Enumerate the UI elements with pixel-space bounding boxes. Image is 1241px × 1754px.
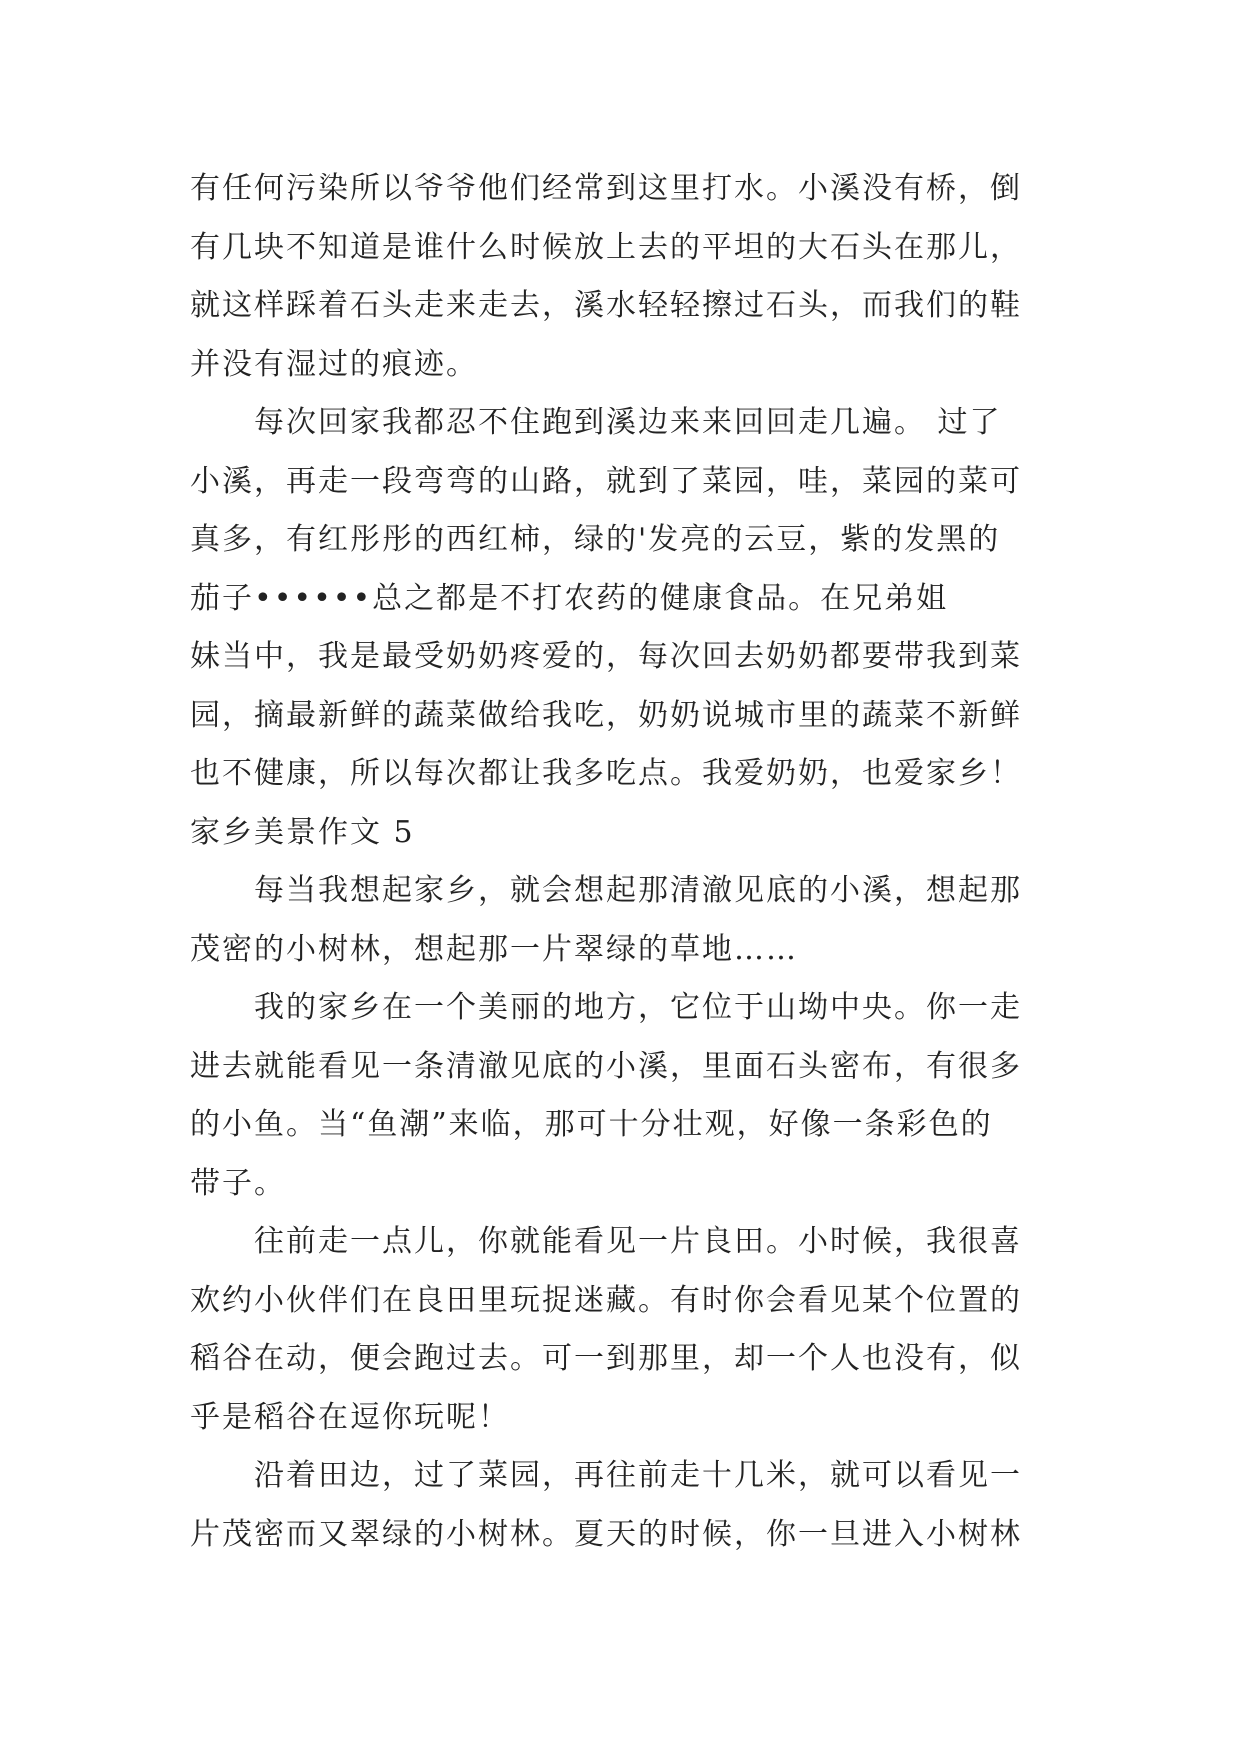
document-body [190, 160, 1050, 1564]
text-line: 乎是稻谷在逗你玩呢！ [190, 1399, 510, 1435]
text-line: 我的家乡在一个美丽的地方，它位于山坳中央。你一走 [254, 990, 1022, 1025]
text-line: 就这样踩着石头走来走去，溪水轻轻擦过石头，而我们的鞋 [190, 288, 1022, 323]
text-line: 每次回家我都忍不住跑到溪边来来回回走几遍。 过了 [254, 405, 1002, 440]
text-line: 茄子••••••总之都是不打农药的健康食品。在兄弟姐 [190, 580, 949, 616]
text-line: 带子。 [190, 1165, 286, 1201]
text-line: 稻谷在动，便会跑过去。可一到那里，却一个人也没有，似 [190, 1341, 1022, 1376]
text-line: 片茂密而又翠绿的小树林。夏天的时候，你一旦进入小树林 [190, 1516, 1022, 1552]
text-line: 往前走一点儿，你就能看见一片良田。小时候，我很喜 [254, 1224, 1022, 1259]
text-line: 欢约小伙伴们在良田里玩捉迷藏。有时你会看见某个位置的 [190, 1282, 1022, 1318]
text-line: 每当我想起家乡，就会想起那清澈见底的小溪，想起那 [254, 873, 1022, 908]
text-line: 家乡美景作文 5 [190, 814, 415, 850]
text-line: 妹当中，我是最受奶奶疼爱的，每次回去奶奶都要带我到菜 [190, 639, 1022, 674]
text-line: 茂密的小树林，想起那一片翠绿的草地…… [190, 931, 798, 967]
text-line: 有几块不知道是谁什么时候放上去的平坦的大石头在那儿， [190, 229, 1022, 265]
text-line: 真多，有红彤彤的西红柿，绿的'发亮的云豆，紫的发黑的 [190, 522, 1001, 557]
text-line: 小溪，再走一段弯弯的山路，就到了菜园，哇，菜园的菜可 [190, 463, 1022, 499]
text-line: 沿着田边，过了菜园，再往前走十几米，就可以看见一 [254, 1458, 1022, 1493]
text-line: 有任何污染所以爷爷他们经常到这里打水。小溪没有桥，倒 [190, 171, 1022, 206]
text-line: 的小鱼。当“鱼潮”来临，那可十分壮观，好像一条彩色的 [190, 1107, 993, 1142]
text-line: 园，摘最新鲜的蔬菜做给我吃，奶奶说城市里的蔬菜不新鲜 [190, 697, 1022, 733]
text-line: 也不健康，所以每次都让我多吃点。我爱奶奶，也爱家乡！ [190, 756, 1022, 791]
text-line: 进去就能看见一条清澈见底的小溪，里面石头密布，有很多 [190, 1048, 1022, 1084]
text-line: 并没有湿过的痕迹。 [190, 346, 478, 382]
